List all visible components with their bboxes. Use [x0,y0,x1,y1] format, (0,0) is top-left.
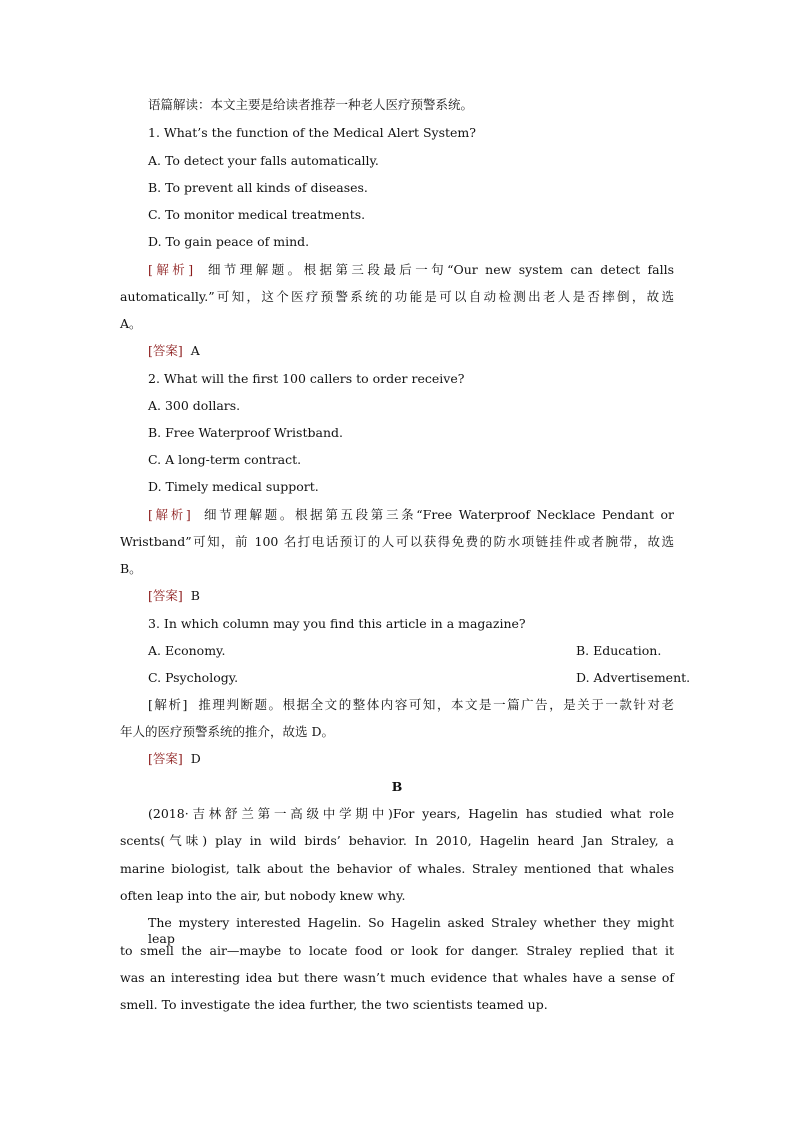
passage-b-p2-line2: to smell the air—maybe to locate food or look for danger. Straley replied that it [120,943,674,958]
q3-options-row1 [148,643,662,659]
q1-option-c: C. To monitor medical treatments. [148,207,366,222]
q3-option-a: A. Economy. [148,643,226,658]
answer-value: B [190,588,200,603]
q2-analysis-line2: Wristband”可知，前 100 名打电话预订的人可以获得免费的防水项链挂件或者腕带，故选 [120,534,674,549]
answer-tag: [答案] [148,343,183,358]
q1-analysis-line2: automatically.”可知，这个医疗预警系统的功能是可以自动检测出老人是否摔倒，故选 [120,289,674,304]
passage-b-p2-line1: The mystery interested Hagelin. So Hagelin asked Straley whether they might leap [148,915,674,946]
analysis-tag: [解析] [148,697,188,712]
q3-option-c: C. Psychology. [148,670,239,685]
analysis-tag: [解析] [148,262,194,277]
q2-option-d: D. Timely medical support. [148,479,319,494]
q3-options-row2 [148,670,691,686]
q1-option-d: D. To gain peace of mind. [148,234,310,249]
analysis-tag: [解析] [148,507,191,522]
q1-option-b: B. To prevent all kinds of diseases. [148,180,368,195]
answer-value: A [190,343,200,358]
passage-b-p2-line3: was an interesting idea but there wasn’t much evidence that whales have a sense of [120,970,674,985]
q3-analysis [148,697,674,713]
passage-b-p1-line1: (2018·吉林舒兰第一高级中学期中)For years, Hagelin has studied what role [148,806,674,821]
q2-analysis [148,507,674,523]
answer-tag: [答案] [148,588,183,603]
q2-option-b: B. Free Waterproof Wristband. [148,425,343,440]
passage-b-p1-line4: often leap into the air, but nobody knew why. [120,888,406,903]
q1-analysis [148,262,674,278]
q1-option-a: A. To detect your falls automatically. [148,153,379,168]
analysis-text: 推理判断题。根据全文的整体内容可知，本文是一篇广告，是关于一款针对老 [198,697,674,712]
question-2: 2. What will the first 100 callers to order receive? [148,371,465,386]
passage-b-p1-line2: scents(气味) play in wild birds’ behavior. In 2010, Hagelin heard Jan Straley, a [120,833,674,848]
question-1: 1. What’s the function of the Medical Alert System? [148,125,476,140]
q3-option-d: D. Advertisement. [576,670,691,685]
q1-analysis-line3: A。 [120,316,142,331]
answer-tag: [答案] [148,751,183,766]
q3-analysis-line2: 年人的医疗预警系统的推介，故选 D。 [120,724,334,739]
q3-answer [148,751,201,767]
answer-value: D [190,751,201,766]
section-b-heading: B [391,779,403,794]
q2-option-a: A. 300 dollars. [148,398,241,413]
q1-answer [148,343,200,359]
q3-option-b: B. Education. [576,643,662,658]
analysis-text: 细节理解题。根据第三段最后一句“Our new system can detect falls [207,262,674,277]
passage-b-p1-line3: marine biologist, talk about the behavior of whales. Straley mentioned that whales [120,861,674,876]
q2-answer [148,588,200,604]
passage-b-p2-line4: smell. To investigate the idea further, the two scientists teamed up. [120,997,548,1012]
q2-analysis-line3: B。 [120,561,142,576]
q2-option-c: C. A long-term contract. [148,452,302,467]
analysis-text: 细节理解题。根据第五段第三条“Free Waterproof Necklace Pendant or [204,507,675,522]
question-3: 3. In which column may you find this article in a magazine? [148,616,526,631]
passage-intro: 语篇解读：本文主要是给读者推荐一种老人医疗预警系统。 [148,97,474,112]
